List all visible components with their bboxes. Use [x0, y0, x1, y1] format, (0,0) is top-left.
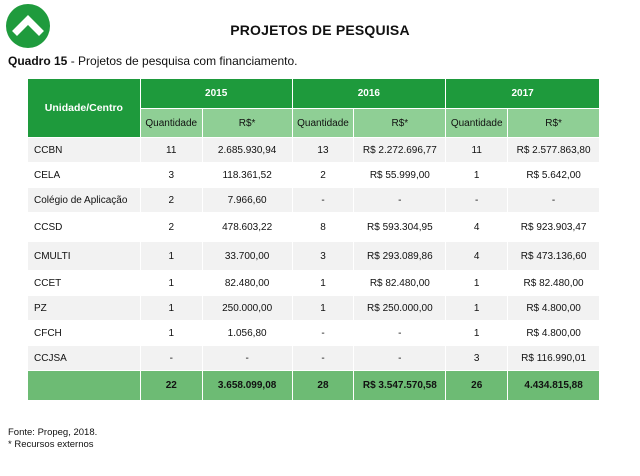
table-cell: 8: [293, 213, 354, 241]
unit-name-cell: CELA: [28, 163, 140, 187]
table-cell: R$ 116.990,01: [508, 346, 599, 370]
unit-name-cell: CCET: [28, 271, 140, 295]
table-cell: 1: [293, 296, 354, 320]
table-row: [28, 188, 599, 212]
table-cell: 82.480,00: [203, 271, 292, 295]
unit-name-cell: CCBN: [28, 138, 140, 162]
table-cell: 1: [141, 296, 202, 320]
table-cell: 33.700,00: [203, 242, 292, 270]
table-cell: 1: [446, 321, 507, 345]
total-cell: R$ 3.547.570,58: [354, 371, 445, 400]
table-cell: -: [293, 188, 354, 212]
table-cell: 11: [141, 138, 202, 162]
total-cell: 22: [141, 371, 202, 400]
table-cell: 118.361,52: [203, 163, 292, 187]
footnote: * Recursos externos: [8, 439, 94, 450]
table-row: [28, 346, 599, 370]
unit-name-cell: PZ: [28, 296, 140, 320]
unit-name-cell: CFCH: [28, 321, 140, 345]
table-cell: 1: [141, 321, 202, 345]
table-cell: -: [354, 346, 445, 370]
table-cell: 2: [293, 163, 354, 187]
total-cell: [28, 371, 140, 400]
table-cell: 4: [446, 213, 507, 241]
table-row: [28, 271, 599, 295]
table-cell: 1: [446, 163, 507, 187]
table-cell: 2: [141, 188, 202, 212]
sub-header: Quantidade: [446, 109, 507, 137]
table-cell: R$ 82.480,00: [508, 271, 599, 295]
table-cell: -: [354, 321, 445, 345]
sub-header: R$*: [203, 109, 292, 137]
table-cell: 1.056,80: [203, 321, 292, 345]
table-cell: R$ 4.800,00: [508, 296, 599, 320]
table-cell: R$ 473.136,60: [508, 242, 599, 270]
table-cell: R$ 250.000,00: [354, 296, 445, 320]
sub-header: Quantidade: [293, 109, 354, 137]
table-cell: 7.966,60: [203, 188, 292, 212]
table-cell: 11: [446, 138, 507, 162]
unit-name-cell: CMULTI: [28, 242, 140, 270]
table-cell: -: [293, 321, 354, 345]
table-row: [28, 138, 599, 162]
unit-name-cell: CCSD: [28, 213, 140, 241]
table-row: [28, 296, 599, 320]
unit-column-header: Unidade/Centro: [28, 79, 140, 137]
page-title: PROJETOS DE PESQUISA: [230, 22, 410, 38]
year-header-2017: 2017: [446, 79, 599, 108]
table-cell: -: [446, 188, 507, 212]
table-cell: R$ 55.999,00: [354, 163, 445, 187]
table-cell: -: [293, 346, 354, 370]
table-cell: 1: [141, 271, 202, 295]
table-cell: -: [203, 346, 292, 370]
table-cell: 2.685.930,94: [203, 138, 292, 162]
totals-row: [28, 371, 599, 400]
unit-name-cell: Colégio de Aplicação: [28, 188, 140, 212]
total-cell: 28: [293, 371, 354, 400]
total-cell: 4.434.815,88: [508, 371, 599, 400]
table-cell: R$ 82.480,00: [354, 271, 445, 295]
table-cell: R$ 2.272.696,77: [354, 138, 445, 162]
source-note: Fonte: Propeg, 2018.: [8, 427, 98, 438]
table-cell: -: [354, 188, 445, 212]
table-cell: R$ 4.800,00: [508, 321, 599, 345]
sub-header: Quantidade: [141, 109, 202, 137]
table-cell: 3: [293, 242, 354, 270]
table-row: [28, 321, 599, 345]
table-cell: 4: [446, 242, 507, 270]
table-caption: [8, 54, 297, 68]
table-cell: R$ 593.304,95: [354, 213, 445, 241]
caption-label: Quadro 15: [8, 54, 68, 68]
table-cell: 1: [446, 271, 507, 295]
table-cell: -: [141, 346, 202, 370]
caption-text: - Projetos de pesquisa com financiamento.: [67, 54, 298, 68]
year-header-2015: 2015: [141, 79, 292, 108]
total-cell: 3.658.099,08: [203, 371, 292, 400]
table-cell: 13: [293, 138, 354, 162]
table-cell: 3: [141, 163, 202, 187]
table-cell: 1: [446, 296, 507, 320]
year-header-2016: 2016: [293, 79, 446, 108]
table-row: [28, 213, 599, 241]
table-row: [28, 163, 599, 187]
table-body: [28, 138, 599, 400]
table-cell: 250.000,00: [203, 296, 292, 320]
table-row: [28, 242, 599, 270]
table-cell: 3: [446, 346, 507, 370]
table-cell: 1: [141, 242, 202, 270]
table-cell: 1: [293, 271, 354, 295]
total-cell: 26: [446, 371, 507, 400]
unit-name-cell: CCJSA: [28, 346, 140, 370]
projects-table: [27, 78, 600, 401]
table-cell: 478.603,22: [203, 213, 292, 241]
sub-header: R$*: [508, 109, 599, 137]
table-cell: 2: [141, 213, 202, 241]
table-cell: R$ 293.089,86: [354, 242, 445, 270]
table-cell: R$ 2.577.863,80: [508, 138, 599, 162]
table-cell: R$ 923.903,47: [508, 213, 599, 241]
sub-header: R$*: [354, 109, 445, 137]
table-cell: R$ 5.642,00: [508, 163, 599, 187]
table-cell: -: [508, 188, 599, 212]
